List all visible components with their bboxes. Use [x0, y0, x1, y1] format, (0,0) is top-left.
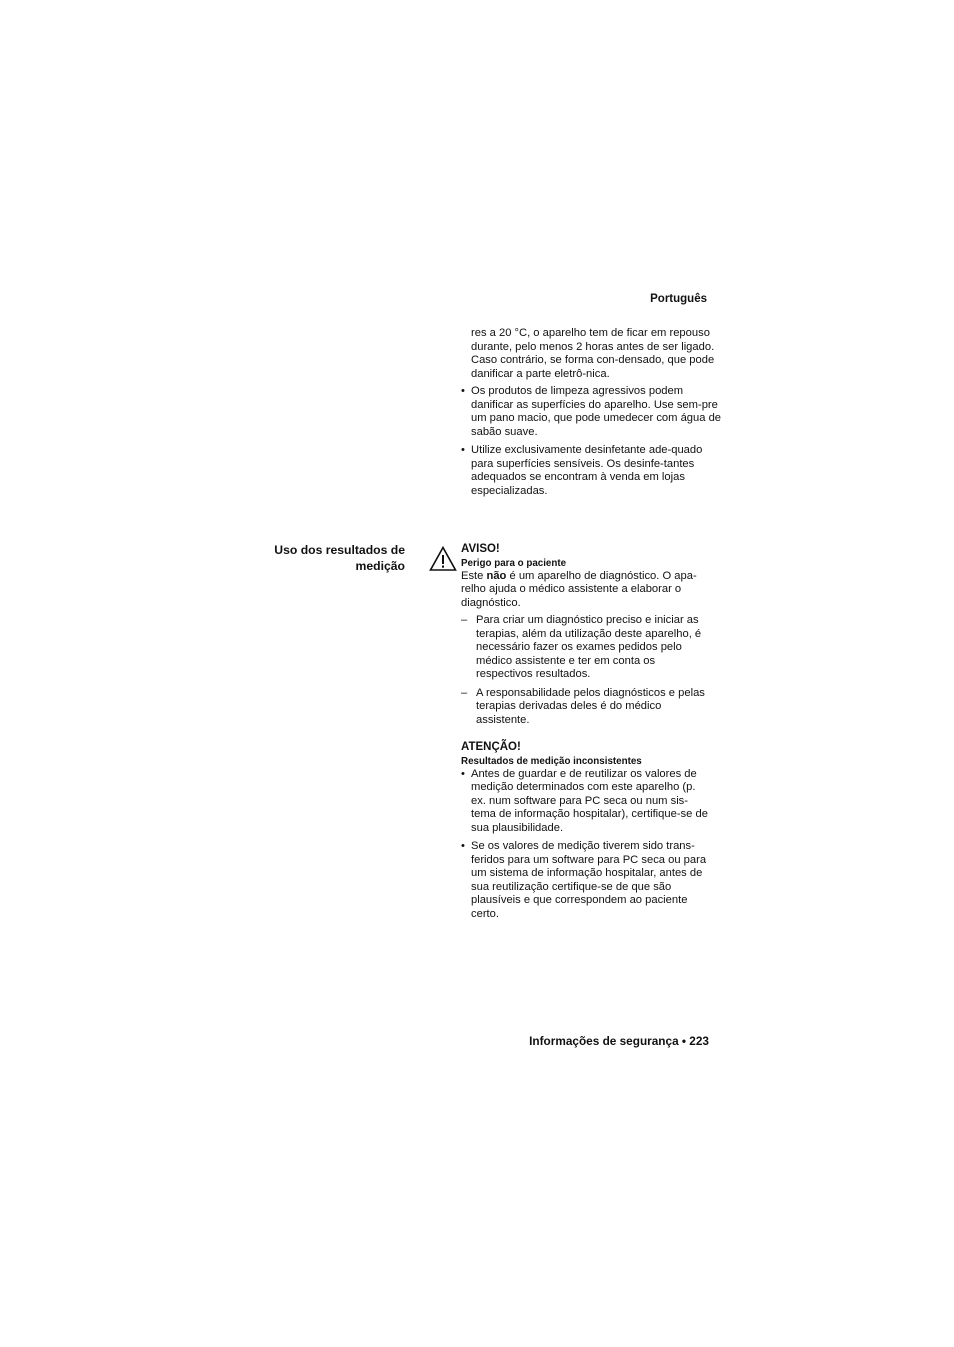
warning-intro-suffix: é um aparelho de diagnóstico. O apa-relho ajuda o médico assistente a elaborar o diagnóstico.: [461, 569, 697, 609]
warning-intro-emphasis: não: [486, 569, 507, 582]
caution-bullet-list: [461, 768, 711, 922]
list-item: • Utilize exclusivamente desinfetante ade-quado para superfícies sensíveis. Os desinfe-tantes adequados se encontram à venda em lojas especializadas.: [461, 444, 721, 498]
list-item: – Para criar um diagnóstico preciso e iniciar as terapias, além da utilização deste aparelho, é necessário fazer os exames pedidos pelo médico assistente e ter em conta os respectivos resultados.: [461, 614, 711, 682]
safety-notice-block: [461, 543, 711, 921]
warning-triangle-icon: [429, 546, 457, 572]
section-heading: Uso dos resultados de medição: [274, 543, 405, 573]
warning-subtitle: Perigo para o paciente: [461, 557, 567, 569]
list-item: • Os produtos de limpeza agressivos podem danificar as superfícies do aparelho. Use sem-pre um pano macio, que pode umedecer com água de sabão suave.: [461, 385, 721, 439]
continued-paragraph: res a 20 °C, o aparelho tem de ficar em repouso durante, pelo menos 2 horas antes de ser ligado. Caso contrário, se forma con-densado, que pode danificar a parte eletrô-nica.: [471, 327, 715, 380]
caution-subtitle: Resultados de medição inconsistentes: [461, 755, 642, 767]
page-header-language: Português: [650, 293, 707, 305]
warning-dash-list: [461, 614, 711, 727]
page-footer: Informações de segurança • 223: [529, 1034, 709, 1048]
warning-intro: [461, 570, 711, 611]
list-item: – A responsabilidade pelos diagnósticos e pelas terapias derivadas deles é do médico assistente.: [461, 687, 711, 728]
continued-text-block: [461, 327, 721, 498]
cleaning-bullet-list: [461, 385, 721, 498]
caution-title: ATENÇÃO!: [461, 741, 521, 753]
list-item: • Antes de guardar e de reutilizar os valores de medição determinados com este aparelho (p. ex. num software para PC seca ou num sis-tema de informação hospitalar), certifique-se de sua plausibilidade.: [461, 768, 711, 836]
list-item: • Se os valores de medição tiverem sido trans-feridos para um software para PC seca ou para um sistema de informação hospitalar, antes de sua reutilização certifique-se de que são plausíveis e que correspondem ao paciente certo.: [461, 840, 711, 921]
warning-title: AVISO!: [461, 543, 500, 555]
warning-intro-prefix: Este: [461, 569, 487, 582]
